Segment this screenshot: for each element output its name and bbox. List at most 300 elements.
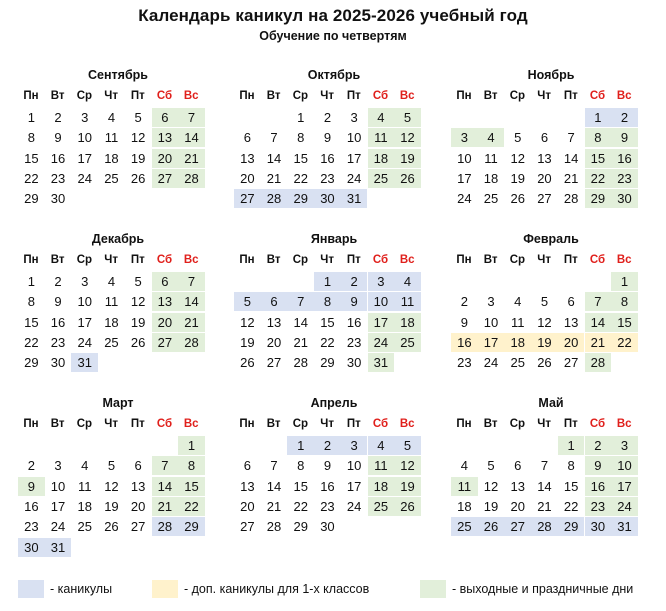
calendar-day: 12	[130, 294, 146, 310]
calendar-day: 9	[323, 130, 332, 146]
weekday-header: Вс	[399, 90, 415, 102]
calendar-day: 4	[368, 108, 395, 127]
weekday-header: Пт	[346, 254, 361, 266]
calendar-day: 26	[104, 519, 119, 535]
weekday-header: Чт	[320, 418, 334, 430]
calendar-day: 25	[104, 334, 119, 350]
calendar-day: 16	[320, 478, 335, 494]
month-name: Октябрь	[307, 68, 361, 82]
calendar-day: 24	[346, 170, 362, 186]
legend-item-weekend	[420, 579, 633, 599]
weekday-header: Ср	[76, 254, 93, 266]
calendar-day: 12	[104, 478, 119, 494]
calendar-day: 18	[504, 333, 531, 352]
month-name: Апрель	[310, 396, 358, 410]
calendar-day: 19	[510, 170, 525, 186]
calendar-day: 29	[178, 517, 205, 536]
calendar-day: 23	[320, 498, 335, 514]
calendar-day: 12	[394, 128, 421, 147]
calendar-day: 6	[243, 458, 251, 474]
calendar-day: 1	[558, 436, 585, 455]
weekday-header: Вс	[183, 418, 199, 430]
weekday-header: Пт	[346, 90, 361, 102]
calendar-day: 9	[323, 458, 332, 474]
calendar-day: 18	[457, 498, 472, 514]
weekday-header: Пн	[456, 418, 472, 430]
calendar-day: 15	[563, 478, 579, 494]
calendar-day: 24	[77, 170, 92, 186]
weekday-header: Пн	[239, 418, 255, 430]
calendar-day: 16	[611, 149, 638, 168]
calendar-day: 3	[611, 436, 638, 455]
calendar-day: 27	[130, 519, 146, 535]
calendar-day: 24	[483, 355, 499, 371]
calendar-day: 20	[152, 149, 179, 168]
calendar-day: 15	[293, 150, 308, 166]
weekday-header: Пт	[346, 418, 361, 430]
weekday-header: Вт	[266, 90, 281, 102]
calendar-day: 7	[567, 130, 575, 146]
calendar-day: 8	[297, 458, 305, 474]
calendar-day: 19	[130, 314, 146, 330]
weekday-header: Вс	[183, 90, 199, 102]
calendar-day: 6	[152, 272, 179, 291]
calendar-day: 21	[537, 498, 552, 514]
month-name: Март	[102, 396, 134, 410]
calendar-day: 19	[394, 149, 421, 168]
calendar-day: 17	[478, 333, 505, 352]
calendar-day: 12	[394, 456, 421, 475]
calendar-day: 25	[483, 191, 499, 207]
calendar-day: 7	[287, 292, 314, 311]
calendar-day: 22	[320, 334, 335, 350]
calendar-day: 14	[266, 150, 282, 166]
calendar-day: 16	[24, 498, 39, 514]
calendar-day: 7	[178, 108, 205, 127]
legend-item-extra	[152, 579, 369, 599]
weekday-header: Пн	[23, 254, 39, 266]
calendar-day: 13	[537, 150, 552, 166]
month-name: Январь	[310, 232, 358, 246]
calendar-day: 4	[460, 458, 468, 474]
weekday-header: Пт	[563, 418, 578, 430]
calendar-day: 25	[368, 497, 395, 516]
calendar-day: 23	[50, 170, 66, 186]
calendar-day: 29	[320, 355, 335, 371]
legend-label: - выходные и праздничные дни	[452, 582, 634, 596]
calendar-day: 17	[77, 314, 92, 330]
calendar-day: 23	[457, 355, 472, 371]
calendar-day: 30	[50, 355, 66, 371]
calendar-day: 28	[261, 189, 288, 208]
calendar-day: 8	[314, 292, 341, 311]
calendar-day: 23	[611, 169, 638, 188]
calendar-day: 16	[451, 333, 478, 352]
calendar-day: 11	[451, 477, 478, 496]
calendar-day: 13	[266, 314, 282, 330]
calendar-day: 6	[152, 108, 179, 127]
calendar-day: 4	[394, 272, 421, 291]
weekday-header: Сб	[372, 254, 389, 266]
calendar-day: 11	[368, 128, 395, 147]
calendar-day: 21	[293, 334, 308, 350]
weekday-header: Чт	[537, 418, 551, 430]
calendar-day: 11	[484, 150, 498, 166]
calendar-day: 24	[457, 191, 472, 207]
legend-swatch	[18, 580, 44, 598]
weekday-header: Вс	[616, 418, 632, 430]
calendar-day: 28	[563, 191, 579, 207]
calendar-day: 21	[585, 333, 612, 352]
calendar-day: 8	[27, 294, 35, 310]
weekday-header: Пн	[456, 254, 472, 266]
month-name: Сентябрь	[88, 68, 148, 82]
weekday-header: Чт	[104, 418, 118, 430]
calendar-day: 27	[563, 355, 579, 371]
weekday-header: Сб	[589, 254, 606, 266]
calendar-day: 31	[368, 353, 395, 372]
calendar-day: 9	[611, 128, 638, 147]
calendar-day: 18	[368, 477, 395, 496]
weekday-header: Пт	[130, 90, 145, 102]
calendar-day: 15	[24, 150, 39, 166]
calendar-day: 4	[514, 294, 522, 310]
calendar-day: 28	[293, 355, 308, 371]
calendar-day: 10	[457, 150, 472, 166]
weekday-header: Чт	[320, 254, 334, 266]
weekday-header: Сб	[372, 418, 389, 430]
weekday-header: Ср	[509, 418, 526, 430]
calendar-day: 13	[130, 478, 146, 494]
weekday-header: Вс	[183, 254, 199, 266]
calendar-day: 22	[24, 334, 39, 350]
calendar-day: 3	[451, 128, 478, 147]
calendar-day: 1	[297, 110, 305, 125]
weekday-header: Вс	[399, 254, 415, 266]
weekday-header: Ср	[292, 90, 309, 102]
weekday-header: Сб	[589, 90, 606, 102]
calendar-day: 27	[240, 519, 255, 535]
calendar-day: 31	[341, 189, 368, 208]
calendar-day: 4	[368, 436, 395, 455]
calendar-day: 29	[24, 191, 39, 207]
page-title: Календарь каникул на 2025-2026 учебный год	[138, 6, 528, 25]
calendar-day: 28	[585, 353, 612, 372]
calendar-day: 16	[320, 150, 335, 166]
weekday-header: Ср	[76, 90, 93, 102]
calendar-day: 20	[510, 498, 525, 514]
calendar-day: 2	[54, 110, 62, 125]
calendar-day: 19	[394, 477, 421, 496]
calendar-day: 22	[611, 333, 638, 352]
calendar-day: 5	[134, 110, 142, 125]
calendar-day: 1	[27, 110, 35, 125]
calendar-day: 8	[585, 128, 612, 147]
calendar-day: 29	[293, 519, 308, 535]
calendar-day: 20	[537, 170, 552, 186]
weekday-header: Вт	[266, 418, 281, 430]
calendar-day: 17	[50, 498, 66, 514]
legend-swatch	[152, 580, 178, 598]
weekday-header: Вт	[483, 418, 498, 430]
weekday-header: Сб	[156, 254, 173, 266]
calendar-day: 12	[240, 314, 255, 330]
calendar-day: 11	[77, 478, 92, 494]
weekday-header: Сб	[372, 90, 389, 102]
weekday-header: Ср	[292, 418, 309, 430]
calendar-day: 1	[611, 272, 638, 291]
calendar-day: 31	[611, 517, 638, 536]
calendar-day: 5	[514, 130, 522, 146]
weekday-header: Вт	[483, 90, 498, 102]
calendar-day: 13	[510, 478, 525, 494]
calendar-day: 9	[18, 477, 45, 496]
calendar-day: 20	[558, 333, 585, 352]
calendar-day: 12	[130, 130, 146, 146]
calendar-day: 15	[24, 314, 39, 330]
calendar-day: 13	[152, 128, 179, 147]
calendar-day: 7	[152, 456, 179, 475]
calendar-day: 30	[50, 191, 66, 207]
calendar-day: 1	[27, 274, 35, 289]
calendar-day: 10	[346, 458, 362, 474]
weekday-header: Вс	[399, 418, 415, 430]
calendar-day: 26	[510, 191, 525, 207]
month-name: Май	[538, 396, 564, 410]
calendar-day: 11	[394, 292, 421, 311]
calendar-day: 23	[50, 334, 66, 350]
weekday-header: Вт	[50, 254, 65, 266]
calendar-day: 15	[611, 313, 638, 332]
calendar-day: 8	[178, 456, 205, 475]
calendar-day: 21	[266, 170, 282, 186]
calendar-day: 22	[585, 169, 612, 188]
calendar-day: 27	[504, 517, 531, 536]
calendar-day: 26	[394, 497, 421, 516]
calendar-day: 18	[104, 150, 119, 166]
calendar-day: 5	[134, 274, 142, 289]
calendar-day: 18	[394, 313, 421, 332]
calendar-day: 14	[563, 150, 579, 166]
calendar-day: 26	[130, 334, 146, 350]
calendar-day: 27	[266, 355, 282, 371]
calendar-day: 9	[341, 292, 368, 311]
calendar-day: 22	[24, 170, 39, 186]
calendar-day: 10	[368, 292, 395, 311]
weekday-header: Вс	[616, 90, 632, 102]
calendar-day: 30	[314, 189, 341, 208]
calendar-day: 6	[540, 130, 549, 146]
weekday-header: Ср	[509, 254, 526, 266]
weekday-header: Пт	[563, 90, 578, 102]
calendar-day: 14	[585, 313, 612, 332]
calendar-day: 25	[77, 519, 92, 535]
weekday-header: Ср	[292, 254, 309, 266]
calendar-day: 7	[178, 272, 205, 291]
calendar-day: 28	[178, 333, 205, 352]
weekday-header: Сб	[156, 90, 173, 102]
month-name: Февраль	[523, 232, 579, 246]
weekday-header: Чт	[537, 90, 551, 102]
calendar-day: 10	[77, 130, 92, 146]
calendar-day: 1	[178, 436, 205, 455]
calendar-day: 31	[71, 353, 98, 372]
weekday-header: Вт	[50, 90, 65, 102]
calendar-day: 18	[368, 149, 395, 168]
calendar-day: 21	[178, 313, 205, 332]
calendar-day: 14	[178, 128, 205, 147]
calendar-day: 18	[483, 170, 499, 186]
weekday-header: Вт	[50, 418, 65, 430]
page-subtitle: Обучение по четвертям	[259, 29, 407, 43]
calendar-day: 7	[270, 458, 278, 474]
calendar-day: 4	[81, 458, 89, 474]
calendar-day: 4	[107, 110, 116, 125]
calendar-day: 7	[540, 458, 549, 474]
weekday-header: Вт	[266, 254, 281, 266]
calendar-day: 21	[178, 149, 205, 168]
calendar-day: 16	[346, 314, 362, 330]
calendar-day: 1	[585, 108, 612, 127]
calendar-day: 28	[152, 517, 179, 536]
calendar-day: 13	[240, 150, 255, 166]
calendar-day: 17	[457, 170, 472, 186]
calendar-day: 22	[293, 170, 308, 186]
calendar-day: 24	[50, 519, 66, 535]
calendar-day: 8	[567, 458, 575, 474]
calendar-day: 11	[368, 456, 395, 475]
calendar-day: 12	[510, 150, 525, 166]
weekday-header: Ср	[76, 418, 93, 430]
calendar-day: 11	[510, 314, 525, 330]
calendar-day: 5	[540, 294, 549, 310]
calendar-day: 14	[178, 292, 205, 311]
calendar-day: 3	[81, 274, 89, 289]
calendar-day: 28	[531, 517, 558, 536]
calendar-day: 1	[287, 436, 314, 455]
calendar-day: 24	[368, 333, 395, 352]
legend-label: - доп. каникулы для 1-х классов	[184, 582, 370, 596]
weekday-header: Пн	[23, 418, 39, 430]
calendar-day: 3	[54, 458, 62, 474]
calendar-day: 26	[394, 169, 421, 188]
calendar-day: 20	[130, 498, 146, 514]
calendar-day: 19	[104, 498, 119, 514]
calendar-day: 15	[178, 477, 205, 496]
calendar-day: 24	[77, 334, 92, 350]
calendar-day: 30	[346, 355, 362, 371]
weekday-header: Пн	[23, 90, 39, 102]
calendar-day: 21	[266, 498, 282, 514]
calendar-day: 2	[27, 458, 35, 474]
calendar-day: 5	[394, 436, 421, 455]
weekday-header: Пт	[563, 254, 578, 266]
legend-swatch	[420, 580, 446, 598]
weekday-header: Чт	[537, 254, 551, 266]
calendar-day: 25	[104, 170, 119, 186]
calendar-day: 2	[460, 294, 468, 310]
calendar-day: 14	[293, 314, 308, 330]
calendar-day: 13	[240, 478, 255, 494]
calendar-day: 22	[293, 498, 308, 514]
calendar-day: 17	[611, 477, 638, 496]
calendar-day: 18	[104, 314, 119, 330]
calendar-day: 27	[537, 191, 552, 207]
calendar-day: 16	[50, 314, 66, 330]
calendar-day: 12	[537, 314, 552, 330]
calendar-day: 19	[130, 150, 146, 166]
calendar-day: 20	[240, 170, 255, 186]
calendar-day: 20	[240, 498, 255, 514]
calendar-day: 23	[346, 334, 362, 350]
calendar-day: 7	[270, 130, 278, 146]
weekday-header: Сб	[589, 418, 606, 430]
calendar-day: 15	[585, 149, 612, 168]
calendar-day: 23	[24, 519, 39, 535]
calendar-day: 5	[394, 108, 421, 127]
calendar-day: 10	[77, 294, 92, 310]
calendar-day: 9	[460, 314, 468, 330]
calendar-day: 3	[368, 272, 395, 291]
calendar-day: 21	[563, 170, 579, 186]
calendar-day: 19	[240, 334, 255, 350]
calendar-day: 3	[350, 110, 358, 125]
calendar-day: 27	[152, 333, 179, 352]
calendar-day: 4	[478, 128, 505, 147]
weekday-header: Пт	[130, 254, 145, 266]
calendar-day: 2	[341, 272, 368, 291]
legend-item-holiday	[18, 579, 112, 599]
calendar-day: 16	[585, 477, 612, 496]
calendar-day: 26	[478, 517, 505, 536]
calendar-day: 29	[558, 517, 585, 536]
calendar-day: 29	[585, 189, 612, 208]
calendar-day: 5	[234, 292, 261, 311]
calendar-day: 5	[107, 458, 116, 474]
calendar-day: 2	[54, 274, 62, 289]
month-name: Ноябрь	[527, 68, 575, 82]
calendar-day: 24	[611, 497, 638, 516]
calendar-day: 2	[323, 110, 332, 125]
weekday-header: Чт	[104, 90, 118, 102]
calendar-day: 25	[451, 517, 478, 536]
weekday-header: Пн	[239, 90, 255, 102]
calendar-day: 27	[234, 189, 261, 208]
calendar-day: 6	[567, 294, 575, 310]
weekday-header: Вт	[483, 254, 498, 266]
calendar-day: 6	[261, 292, 288, 311]
calendar-day: 23	[585, 497, 612, 516]
calendar-day: 9	[54, 130, 62, 146]
calendar-day: 14	[266, 478, 282, 494]
calendar-day: 1	[314, 272, 341, 291]
weekday-header: Пн	[239, 254, 255, 266]
weekday-header: Сб	[156, 418, 173, 430]
calendar-day: 29	[287, 189, 314, 208]
calendar-day: 17	[346, 150, 362, 166]
calendar-day: 22	[178, 497, 205, 516]
calendar-day: 25	[510, 355, 525, 371]
calendar-day: 8	[297, 130, 305, 146]
calendar-day: 17	[368, 313, 395, 332]
calendar-day: 29	[24, 355, 39, 371]
calendar-day: 21	[152, 497, 179, 516]
calendar-day: 16	[50, 150, 66, 166]
calendar-day: 19	[483, 498, 499, 514]
weekday-header: Вс	[616, 254, 632, 266]
calendar-day: 26	[130, 170, 146, 186]
calendar-day: 17	[346, 478, 362, 494]
